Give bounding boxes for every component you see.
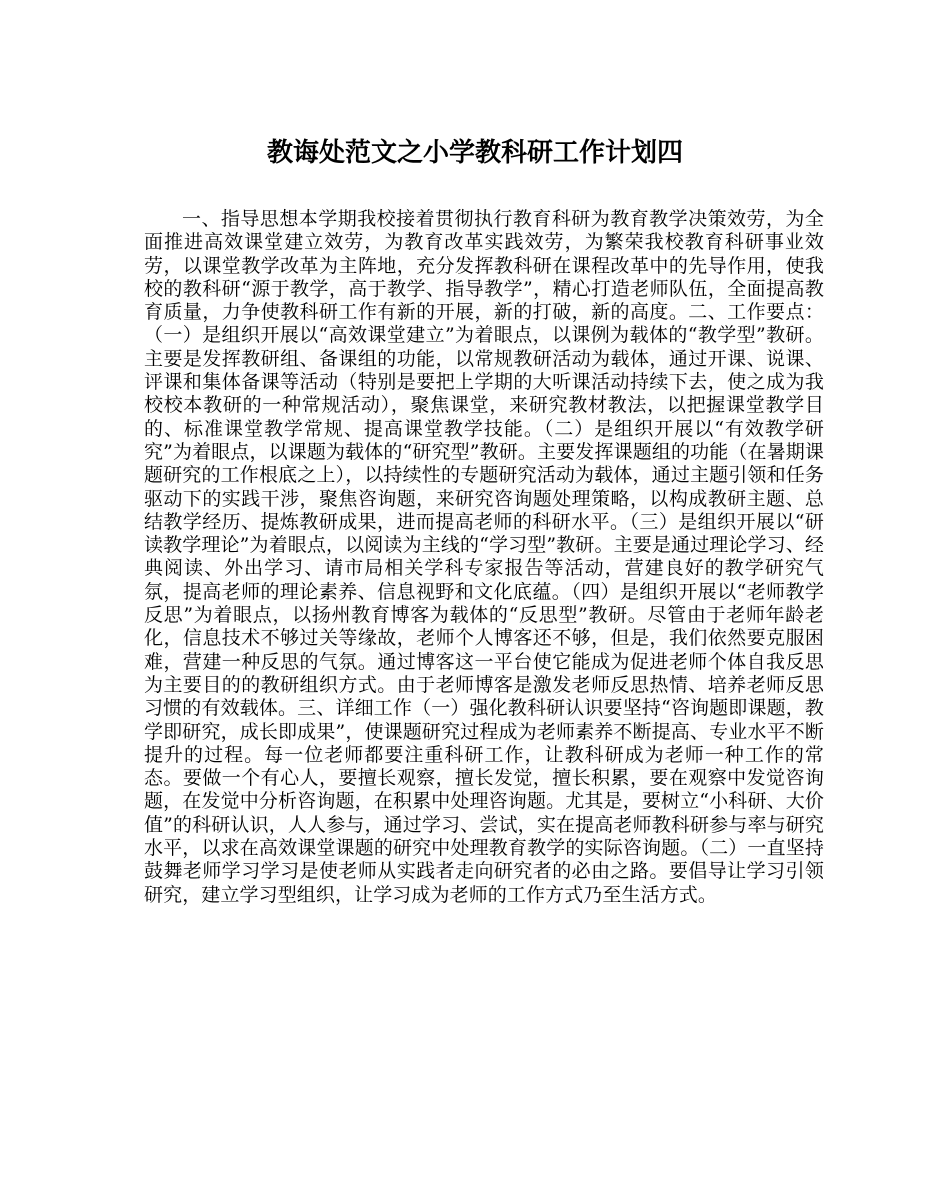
- document-title: 教诲处范文之小学教科研工作计划四: [266, 138, 683, 168]
- document-body-paragraph: 一、指导思想本学期我校接着贯彻执行教育科研为教育教学决策效劳，为全面推进高效课堂建立效劳，为教育改革实践效劳，为繁荣我校教育科研事业效劳，以课堂教学改革为主阵地，充分发挥教科研在课程改革中的先导作用，使我校的教科研“源于教学，高于教学、指导教学”，精心打造老师队伍，全面提高教育质量，力争使教科研工作有新的开展，新的打破，新的高度。二、工作要点：（一）是组织开展以“高效课堂建立”为着眼点，以课例为载体的“教学型”教研。主要是发挥教研组、备课组的功能，以常规教研活动为载体，通过开课、说课、评课和集体备课等活动（特别是要把上学期的大听课活动持续下去，使之成为我校校本教研的一种常规活动），聚焦课堂，来研究教材教法，以把握课堂教学目的、标准课堂教学常规、提高课堂教学技能。（二）是组织开展以“有效教学研究”为着眼点，以课题为载体的“研究型”教研。主要发挥课题组的功能（在暑期课题研究的工作根底之上），以持续性的专题研究活动为载体，通过主题引领和任务驱动下的实践干涉，聚焦咨询题，来研究咨询题处理策略，以构成教研主题、总结教学经历、提炼教研成果，进而提高老师的科研水平。（三）是组织开展以“研读教学理论”为着眼点，以阅读为主线的“学习型”教研。主要是通过理论学习、经典阅读、外出学习、请市局相关学科专家报告等活动，营建良好的教学研究气氛，提高老师的理论素养、信息视野和文化底蕴。（四）是组织开展以“老师教学反思”为着眼点，以扬州教育博客为载体的“反思型”教研。尽管由于老师年龄老化，信息技术不够过关等缘故，老师个人博客还不够，但是，我们依然要克服困难，营建一种反思的气氛。通过博客这一平台使它能成为促进老师个体自我反思为主要目的的教研组织方式。由于老师博客是激发老师反思热情、培养老师反思习惯的有效载体。三、详细工作（一）强化教科研认识要坚持“咨询题即课题，教学即研究，成长即成果”，使课题研究过程成为老师素养不断提高、专业水平不断提升的过程。每一位老师都要注重科研工作，让教科研成为老师一种工作的常态。要做一个有心人，要擅长观察，擅长发觉，擅长积累，要在观察中发觉咨询题，在发觉中分析咨询题，在积累中处理咨询题。尤其是，要树立“小科研、大价值”的科研认识，人人参与，通过学习、尝试，实在提高老师教科研参与率与研究水平，以求在高效课堂课题的研究中处理教育教学的实际咨询题。（二）一直坚持鼓舞老师学习学习是使老师从实践者走向研究者的必由之路。要倡导让学习引领研究，建立学习型组织，让学习成为老师的工作方式乃至生活方式。: [144, 208, 824, 906]
